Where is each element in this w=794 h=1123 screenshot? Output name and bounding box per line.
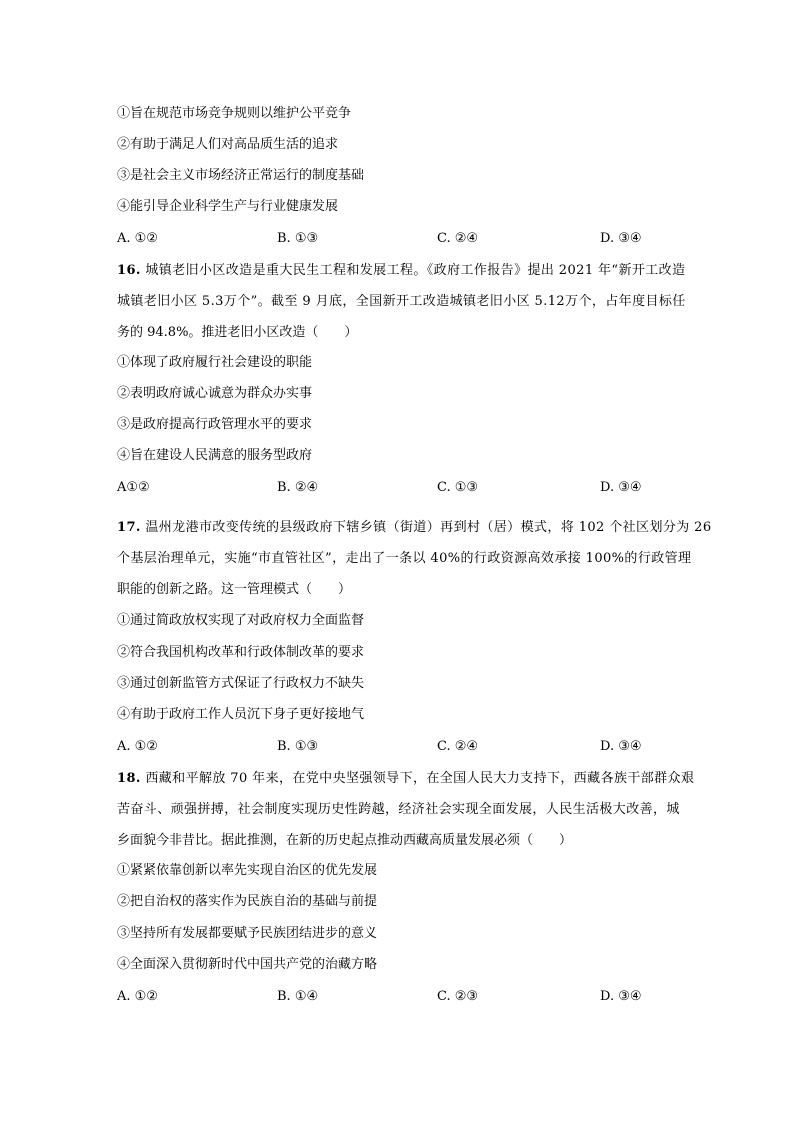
q17-option-c: C. ②④ xyxy=(437,739,479,754)
q16-stem-line-3: 务的 94.8%。推进老旧小区改造（ ） xyxy=(117,325,358,340)
q18-statement-1: ①紧紧依靠创新以率先实现自治区的优先发展 xyxy=(117,863,378,878)
q15-option-d: D. ③④ xyxy=(600,231,642,246)
q16-option-a: A①② xyxy=(117,480,150,495)
q15-statement-4: ④能引导企业科学生产与行业健康发展 xyxy=(117,199,339,214)
q15-statement-3: ③是社会主义市场经济正常运行的制度基础 xyxy=(117,168,365,183)
q17-number: 17. xyxy=(117,520,141,535)
q15-option-a: A. ①② xyxy=(117,231,158,246)
q18-statement-4: ④全面深入贯彻新时代中国共产党的治藏方略 xyxy=(117,957,378,972)
q18-option-c: C. ②③ xyxy=(437,989,479,1004)
q16-statement-4: ④旨在建设人民满意的服务型政府 xyxy=(117,448,313,463)
q18-stem-line-3: 乡面貌今非昔比。据此推测，在新的历史起点推动西藏高质量发展必须（ ） xyxy=(117,833,573,848)
q17-statement-2: ②符合我国机构改革和行政体制改革的要求 xyxy=(117,645,365,660)
q17-option-b: B. ①③ xyxy=(277,739,319,754)
q17-stem-line-3: 职能的创新之路。这一管理模式（ ） xyxy=(117,582,352,597)
q15-option-b: B. ①③ xyxy=(277,231,319,246)
q16-statement-1: ①体现了政府履行社会建设的职能 xyxy=(117,355,313,370)
q17-statement-3: ③通过创新监管方式保证了行政权力不缺失 xyxy=(117,676,365,691)
q17-statement-4: ④有助于政府工作人员沉下身子更好接地气 xyxy=(117,707,365,722)
q16-statement-2: ②表明政府诚心诚意为群众办实事 xyxy=(117,386,313,401)
q16-stem-line-2: 城镇老旧小区 5.3万个”。截至 9 月底，全国新开工改造城镇老旧小区 5.12万个，占年度目标任 xyxy=(117,294,686,309)
q18-option-a: A. ①② xyxy=(117,989,158,1004)
q16-option-d: D. ③④ xyxy=(600,480,642,495)
q17-statement-1: ①通过简政放权实现了对政府权力全面监督 xyxy=(117,613,365,628)
q18-statement-2: ②把自治权的落实作为民族自治的基础与前提 xyxy=(117,894,378,909)
q18-stem-line-2: 苦奋斗、顽强拼搏，社会制度实现历史性跨越，经济社会实现全面发展，人民生活极大改善，城 xyxy=(117,802,680,817)
q18-stem-line-1: 18. 西藏和平解放 70 年来，在党中央坚强领导下，在全国人民大力支持下，西藏各族干部群众艰 xyxy=(117,771,695,786)
q16-statement-3: ③是政府提高行政管理水平的要求 xyxy=(117,417,313,432)
q17-option-a: A. ①② xyxy=(117,739,158,754)
q16-stem-line-1: 16. 城镇老旧小区改造是重大民生工程和发展工程。《政府工作报告》提出 2021 年“新开工改造 xyxy=(117,263,686,278)
q15-statement-2: ②有助于满足人们对高品质生活的追求 xyxy=(117,137,339,152)
q17-stem-line-1: 17. 温州龙港市改变传统的县级政府下辖乡镇（街道）再到村（居）模式，将 102 个社区划分为 26 xyxy=(117,520,712,535)
q16-number: 16. xyxy=(117,263,141,278)
q15-option-c: C. ②④ xyxy=(437,231,479,246)
q15-statement-1: ①旨在规范市场竞争规则以维护公平竞争 xyxy=(117,106,352,121)
q17-stem-line-2: 个基层治理单元，实施“市直管社区”，走出了一条以 40%的行政资源高效承接 100%的行政管理 xyxy=(117,551,692,566)
q18-statement-3: ③坚持所有发展都要赋予民族团结进步的意义 xyxy=(117,926,378,941)
q16-option-c: C. ①③ xyxy=(437,480,479,495)
q17-option-d: D. ③④ xyxy=(600,739,642,754)
q18-number: 18. xyxy=(117,771,141,786)
q18-option-d: D. ③④ xyxy=(600,989,642,1004)
q18-option-b: B. ①④ xyxy=(277,989,319,1004)
q16-option-b: B. ②④ xyxy=(277,480,319,495)
